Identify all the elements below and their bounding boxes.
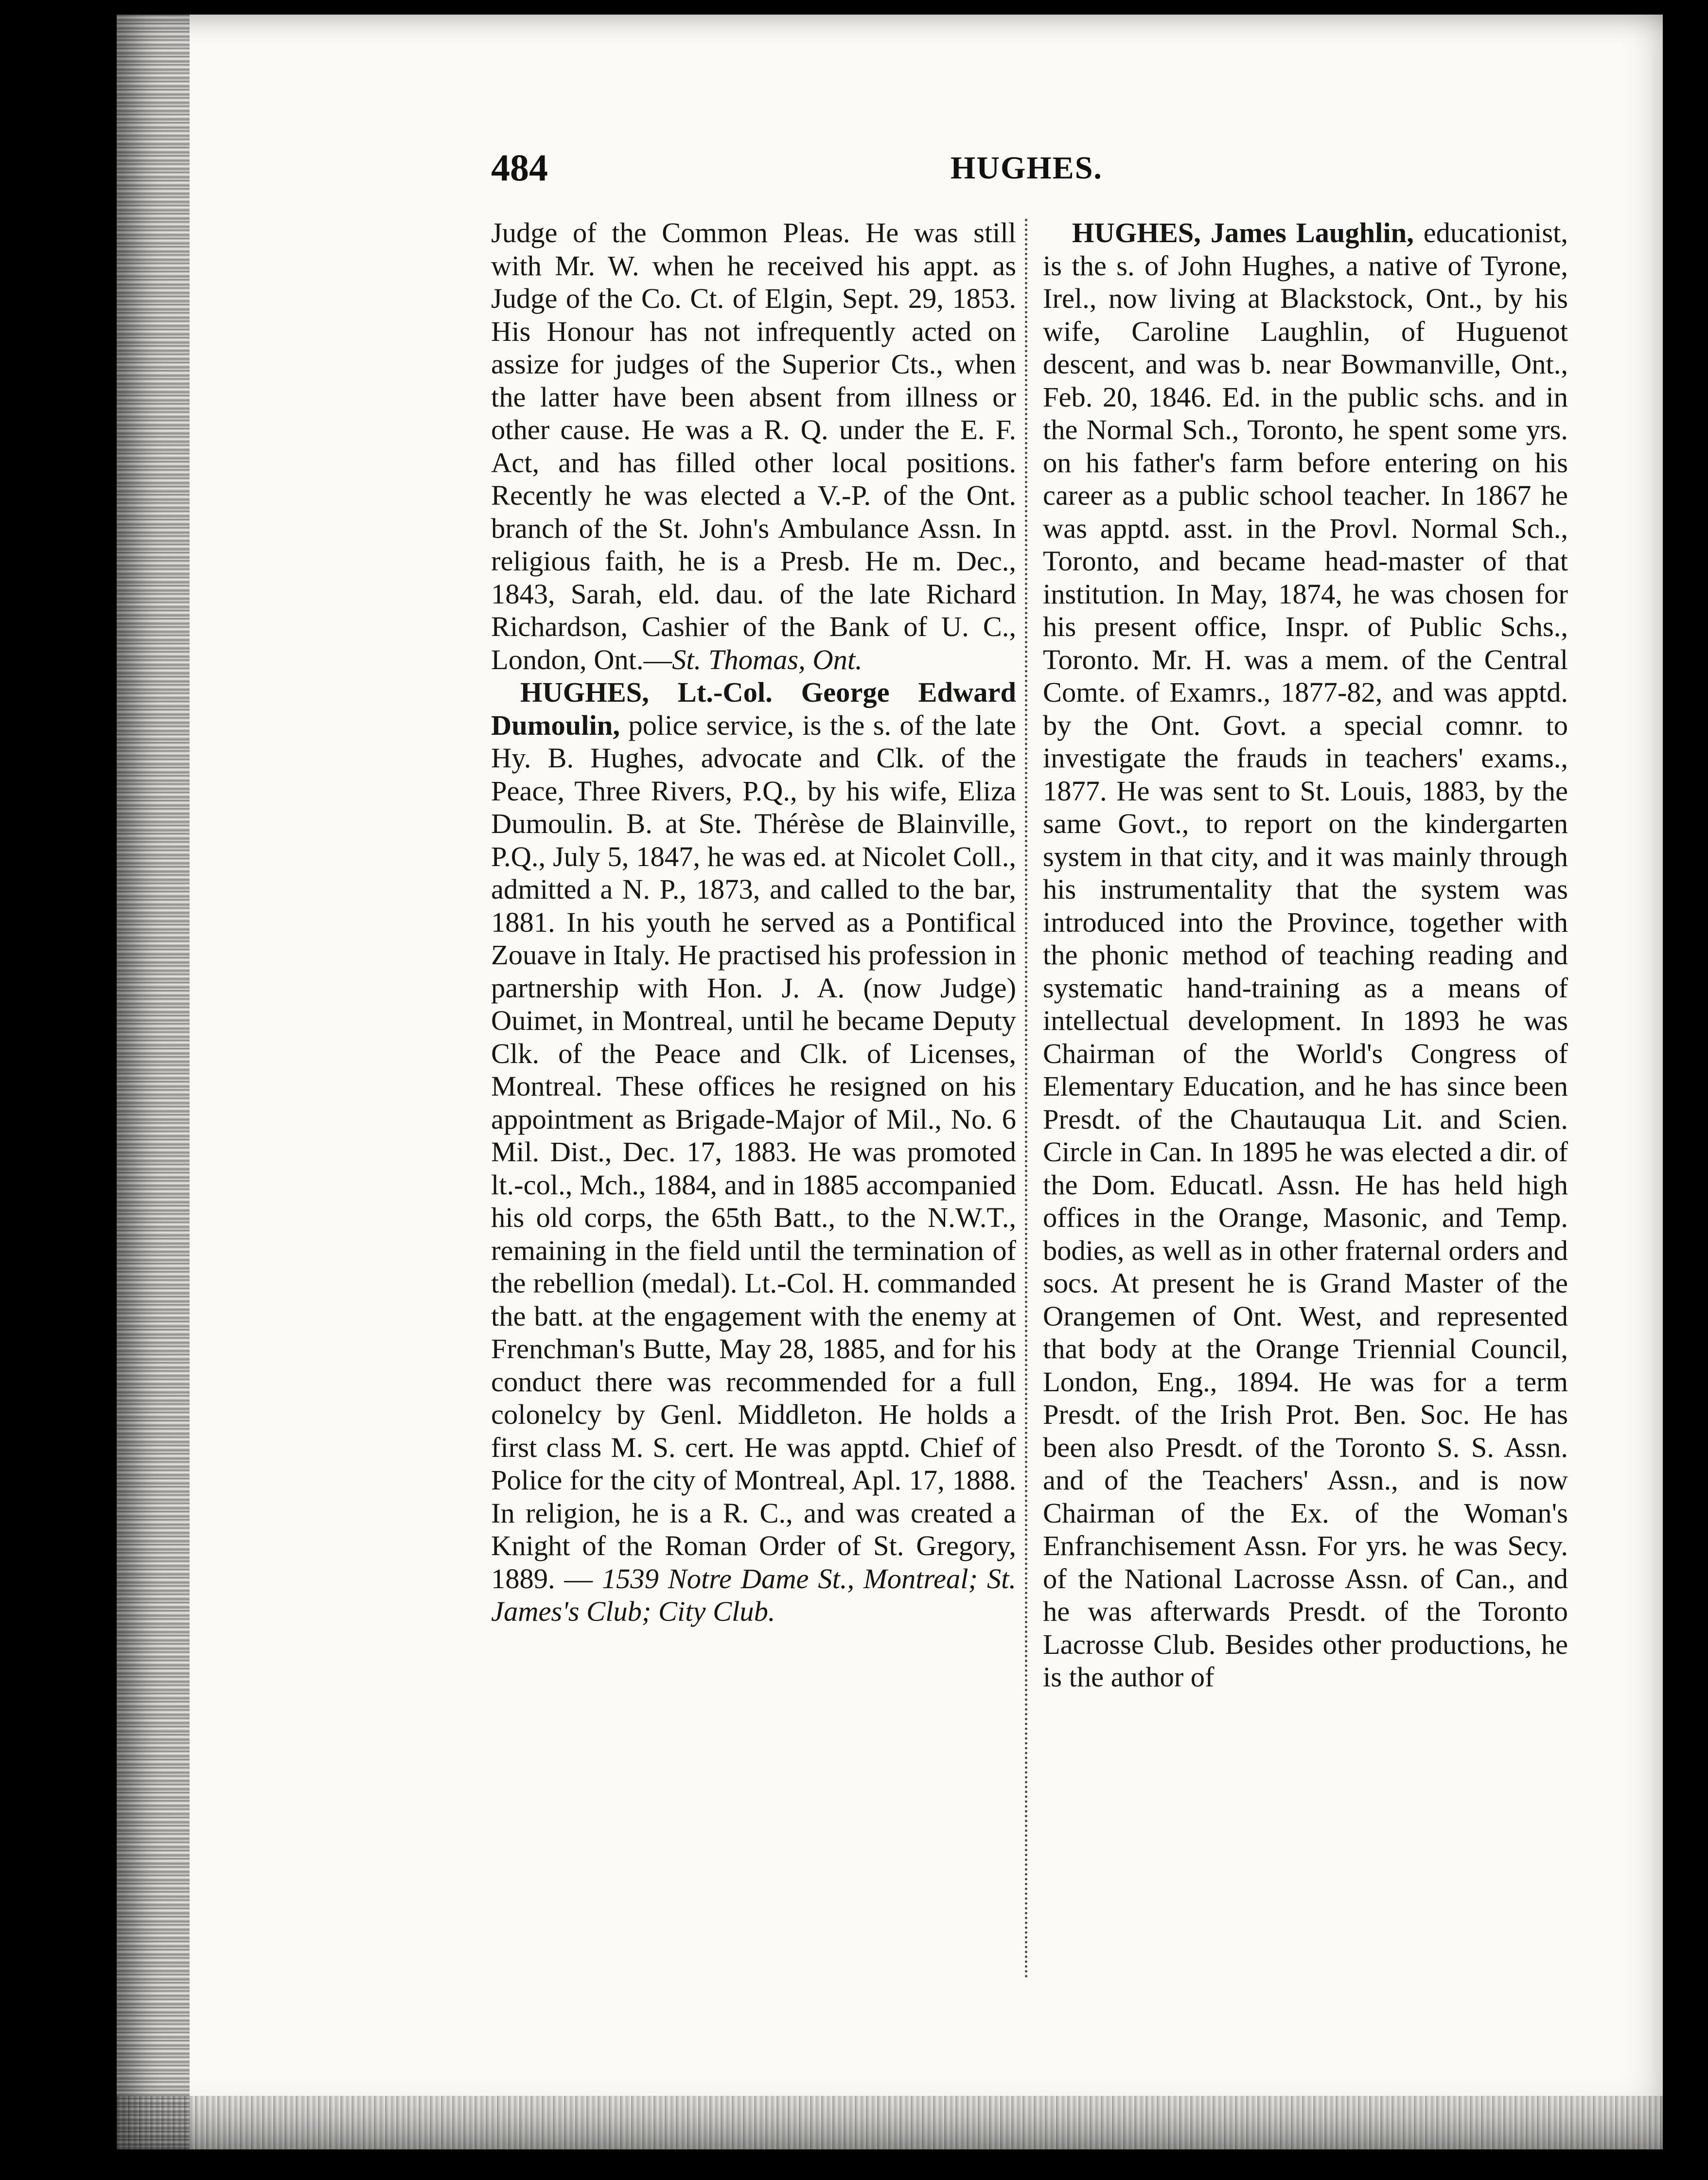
column-divider <box>1025 219 1027 1979</box>
entry-name: HUGHES, James Laughlin, <box>1072 217 1414 248</box>
left-paragraph-text: Judge of the Common Pleas. He was still with Mr. W. when he received his appt. as Judge of the Co. Ct. of Elgin, Sept. 29, 1853. His Honour has not infrequently acted on assize for judges of the Superior Cts., when the latter have been absent from illness or other cause. He was a R. Q. under the E. F. Act, and has filled other local positions. Recently he was elected a V.-P. of the Ont. branch of the St. John's Ambulance Assn. In religious faith, he is a Presb. He m. Dec., 1843, Sarah, eld. dau. of the late Richard Richardson, Cashier of the Bank of U. C., London, Ont.— <box>491 217 1016 675</box>
running-head: HUGHES. <box>951 150 1103 186</box>
entry-body: police service, is the s. of the late Hy. B. Hughes, advocate and Clk. of the Peace, Three Rivers, P.Q., by his wife, Eliza Dumoulin. B. at Ste. Thérèse de Blainville, P.Q., July 5, 1847, he was ed. at Nicolet Coll., admitted a N. P., 1873, and called to the bar, 1881. In his youth he served as a Pontifical Zouave in Italy. He practised his profession in partnership with Hon. J. A. (now Judge) Ouimet, in Montreal, until he became Deputy Clk. of the Peace and Clk. of Licenses, Montreal. These offices he resigned on his appointment as Brigade-Major of Mil., No. 6 Mil. Dist., Dec. 17, 1883. He was promoted lt.-col., Mch., 1884, and in 1885 accompanied his old corps, the 65th Batt., to the N.W.T., remaining in the field until the termination of the rebellion (medal). Lt.-Col. H. commanded the batt. at the engagement with the enemy at Frenchman's Butte, May 28, 1885, and for his conduct there was recommended for a full colonelcy by Genl. Middleton. He holds a first class M. S. cert. He was apptd. Chief of Police for the city of Montreal, Apl. 17, 1888. In religion, he is a R. C., and was created a Knight of the Roman Order of St. Gregory, 1889. — <box>491 709 1016 1595</box>
entry-name: HUGHES, Lt.-Col. George Edward Dumoulin, <box>491 676 1016 741</box>
page-gutter-shadow <box>117 15 190 2149</box>
entry-hughes-george-edward-dumoulin <box>491 676 1016 1628</box>
entry-hughes-james-laughlin <box>1043 216 1568 1694</box>
page-bottom-noise <box>117 2096 1663 2149</box>
entry-body: educationist, is the s. of John Hughes, a native of Tyrone, Irel., now living at Blackstock, Ont., by his wife, Caroline Laughlin, of Huguenot descent, and was b. near Bowmanville, Ont., Feb. 20, 1846. Ed. in the public schs. and in the Normal Sch., Toronto, he spent some yrs. on his father's farm before entering on his career as a public school teacher. In 1867 he was apptd. asst. in the Provl. Normal Sch., Toronto, and became head-master of that institution. In May, 1874, he was chosen for his present office, Inspr. of Public Schs., Toronto. Mr. H. was a mem. of the Central Comte. of Examrs., 1877-82, and was apptd. by the Ont. Govt. a special comnr. to investigate the frauds in teachers' exams., 1877. He was sent to St. Louis, 1883, by the same Govt., to report on the kindergarten system in that city, and it was mainly through his instrumentality that the system was introduced into the Province, together with the phonic method of teaching reading and systematic hand-training as a means of intellectual development. In 1893 he was Chairman of the World's Congress of Elementary Education, and he has since been Presdt. of the Chautauqua Lit. and Scien. Circle in Can. In 1895 he was elected a dir. of the Dom. Educatl. Assn. He has held high offices in the Orange, Masonic, and Temp. bodies, as well as in other fraternal orders and socs. At present he is Grand Master of the Orangemen of Ont. West, and represented that body at the Orange Triennial Council, London, Eng., 1894. He was for a term Presdt. of the Irish Prot. Ben. Soc. He has been also Presdt. of the Toronto S. S. Assn. and of the Teachers' Assn., and is now Chairman of the Ex. of the Woman's Enfranchisement Assn. For yrs. he was Secy. of the National Lacrosse Assn. of Can., and he was afterwards Presdt. of the Toronto Lacrosse Club. Besides other productions, he is the author of <box>1043 217 1568 1693</box>
page-number: 484 <box>491 146 548 189</box>
left-paragraph-address: St. Thomas, Ont. <box>672 643 863 675</box>
right-column <box>1043 216 1568 1694</box>
page-header <box>491 146 1580 190</box>
left-column <box>491 216 1016 1628</box>
entry-address: 1539 Notre Dame St., Montreal; St. James's Club; City Club. <box>491 1562 1016 1627</box>
left-paragraph-continued <box>491 216 1016 676</box>
